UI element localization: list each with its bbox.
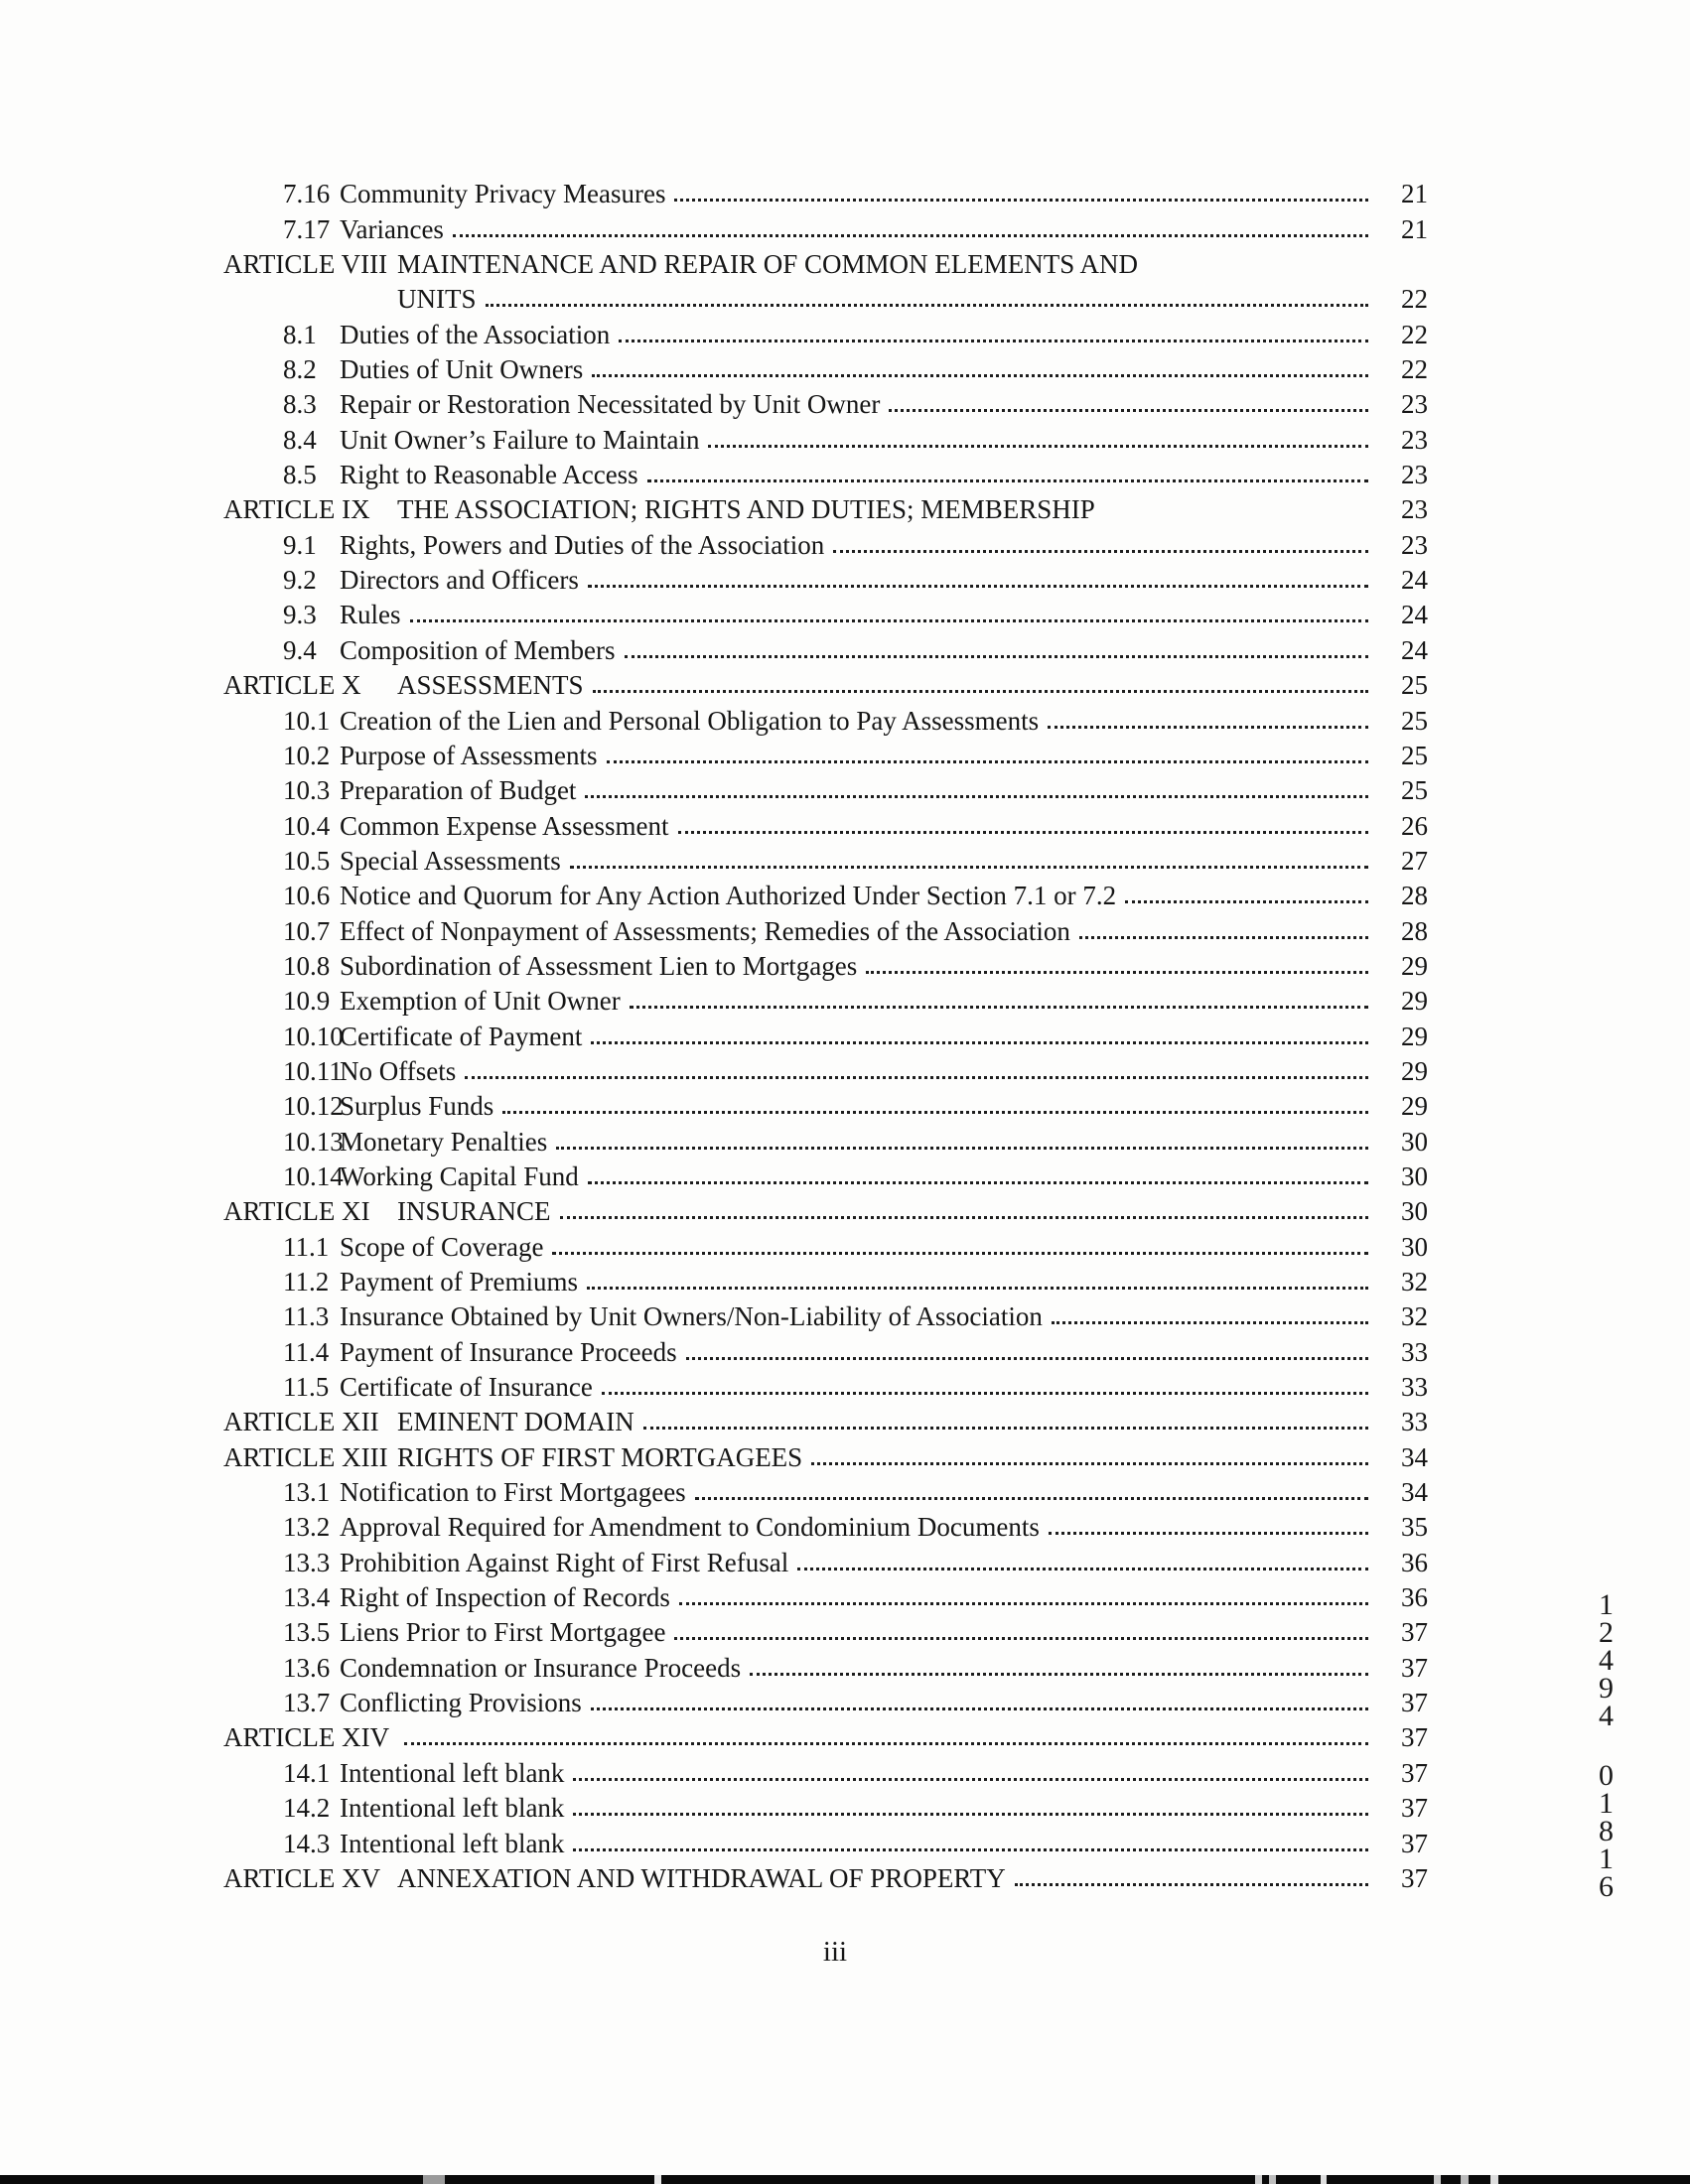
toc-entry-page: 32 xyxy=(1401,1267,1428,1297)
dot-leader xyxy=(811,1462,1368,1465)
toc-entry-page: 32 xyxy=(1401,1301,1428,1332)
dot-leader xyxy=(1052,1321,1368,1324)
dot-leader xyxy=(686,1357,1368,1360)
toc-entry-page: 25 xyxy=(1401,740,1428,770)
toc-entry-title: Notification to First Mortgagees xyxy=(340,1477,686,1508)
toc-entry-title: THE ASSOCIATION; RIGHTS AND DUTIES; MEMBERSHIP xyxy=(397,494,1095,525)
dot-leader xyxy=(647,479,1368,482)
toc-entry-number: 13.4 xyxy=(283,1582,331,1613)
toc-row xyxy=(223,771,1428,806)
dot-leader xyxy=(695,1497,1368,1500)
toc-row xyxy=(223,280,1428,315)
toc-entry-number: 9.2 xyxy=(283,565,317,596)
toc-row xyxy=(223,1473,1428,1508)
dot-leader xyxy=(588,1181,1368,1184)
toc-entry-title: Effect of Nonpayment of Assessments; Remedies of the Association xyxy=(340,915,1070,946)
toc-entry-title: Subordination of Assessment Lien to Mortgages xyxy=(340,950,858,981)
dot-leader xyxy=(678,831,1369,834)
toc-article-label: ARTICLE XI xyxy=(223,1196,370,1227)
toc-row xyxy=(223,1087,1428,1122)
toc-entry-page: 37 xyxy=(1401,1793,1428,1824)
toc-entry-number: 7.17 xyxy=(283,213,331,244)
toc-row xyxy=(223,596,1428,630)
toc-row xyxy=(223,525,1428,560)
toc-article-label: ARTICLE VIII xyxy=(223,249,388,280)
toc-entry-number: 13.1 xyxy=(283,1477,331,1508)
dot-leader xyxy=(570,866,1368,869)
toc-entry-title: Composition of Members xyxy=(340,634,616,665)
toc-entry-title: Scope of Coverage xyxy=(340,1231,544,1262)
toc-entry-page: 23 xyxy=(1401,389,1428,420)
toc-entry-number: 9.4 xyxy=(283,634,317,665)
toc-entry-page: 33 xyxy=(1401,1336,1428,1367)
toc-entry-title: Certificate of Payment xyxy=(340,1021,583,1051)
toc-entry-page: 30 xyxy=(1401,1196,1428,1227)
dot-leader xyxy=(573,1813,1368,1816)
toc-row xyxy=(223,1192,1428,1227)
toc-row xyxy=(223,1789,1428,1824)
toc-row xyxy=(223,1437,1428,1472)
toc-entry-number: 14.2 xyxy=(283,1793,331,1824)
dot-leader xyxy=(502,1111,1368,1114)
toc-entry-title: RIGHTS OF FIRST MORTGAGEES xyxy=(397,1441,803,1472)
toc-entry-title: Repair or Restoration Necessitated by Unit Owner xyxy=(340,389,881,420)
dot-leader xyxy=(592,374,1368,377)
toc-entry-number: 13.5 xyxy=(283,1617,331,1648)
toc-entry-number: 13.3 xyxy=(283,1547,331,1577)
dot-leader xyxy=(591,1707,1368,1710)
toc-entry-page: 29 xyxy=(1401,1091,1428,1122)
toc-entry-page: 25 xyxy=(1401,775,1428,806)
dot-leader xyxy=(573,1848,1368,1851)
toc-entry-number: 9.3 xyxy=(283,600,317,630)
toc-entry-page: 22 xyxy=(1401,284,1428,315)
toc-row xyxy=(223,806,1428,841)
toc-row xyxy=(223,1158,1428,1192)
toc-entry-title: UNITS xyxy=(397,284,477,315)
toc-entry-page: 34 xyxy=(1401,1477,1428,1508)
toc-entry-title: Variances xyxy=(340,213,444,244)
toc-entry-number: 11.4 xyxy=(283,1336,330,1367)
toc-row xyxy=(223,1227,1428,1262)
toc-entry-title: Right of Inspection of Records xyxy=(340,1582,670,1613)
toc-entry-title: Conflicting Provisions xyxy=(340,1688,582,1718)
toc-entry-number: 10.1 xyxy=(283,705,331,736)
toc-entry-title: Purpose of Assessments xyxy=(340,740,598,770)
dot-leader xyxy=(1049,1532,1368,1535)
toc-row xyxy=(223,1122,1428,1157)
dot-leader xyxy=(591,1041,1368,1044)
toc-row xyxy=(223,1017,1428,1051)
toc-entry-number: 11.3 xyxy=(283,1301,330,1332)
dot-leader xyxy=(573,1778,1368,1781)
toc-row xyxy=(223,1332,1428,1367)
toc-entry-number: 13.7 xyxy=(283,1688,331,1718)
toc-entry-number: 8.4 xyxy=(283,424,317,455)
toc-entry-title: INSURANCE xyxy=(397,1196,551,1227)
toc-entry-page: 36 xyxy=(1401,1547,1428,1577)
toc-entry-number: 11.1 xyxy=(283,1231,330,1262)
dot-leader xyxy=(889,409,1368,412)
toc-entry-number: 11.2 xyxy=(283,1267,330,1297)
dot-leader xyxy=(619,340,1368,342)
toc-entry-page: 21 xyxy=(1401,179,1428,209)
toc-entry-page: 24 xyxy=(1401,634,1428,665)
toc-row xyxy=(223,209,1428,244)
toc-row xyxy=(223,1578,1428,1613)
toc-row xyxy=(223,490,1428,525)
toc-entry-number: 8.1 xyxy=(283,319,317,349)
toc-entry-title: Surplus Funds xyxy=(340,1091,494,1122)
toc-entry-number: 10.9 xyxy=(283,986,331,1017)
toc-entry-number: 13.2 xyxy=(283,1512,331,1543)
toc-entry-page: 33 xyxy=(1401,1372,1428,1403)
toc-row xyxy=(223,737,1428,771)
toc-entry-number: 8.3 xyxy=(283,389,317,420)
toc-entry-page: 25 xyxy=(1401,670,1428,701)
toc-entry-number: 10.6 xyxy=(283,881,331,911)
toc-row xyxy=(223,911,1428,946)
dot-leader xyxy=(833,550,1368,553)
toc-entry-page: 37 xyxy=(1401,1617,1428,1648)
toc-entry-page: 28 xyxy=(1401,881,1428,911)
toc-entry-title: Preparation of Budget xyxy=(340,775,577,806)
toc-entry-number: 8.2 xyxy=(283,354,317,385)
toc-row xyxy=(223,982,1428,1017)
toc-entry-page: 35 xyxy=(1401,1512,1428,1543)
toc-entry-number: 10.7 xyxy=(283,915,331,946)
toc-row xyxy=(223,1824,1428,1858)
toc-entry-page: 24 xyxy=(1401,600,1428,630)
stamp-book-number: 12494 xyxy=(1590,1588,1622,1727)
toc-entry-title: ASSESSMENTS xyxy=(397,670,584,701)
toc-row xyxy=(223,1263,1428,1297)
dot-leader xyxy=(556,1147,1368,1150)
table-of-contents xyxy=(223,175,1428,1894)
dot-leader xyxy=(410,619,1368,622)
toc-row xyxy=(223,1508,1428,1543)
toc-entry-page: 30 xyxy=(1401,1126,1428,1157)
toc-entry-page: 23 xyxy=(1401,424,1428,455)
dot-leader xyxy=(797,1568,1368,1570)
toc-entry-title: Creation of the Lien and Personal Obligation to Pay Assessments xyxy=(340,705,1040,736)
toc-article-label: ARTICLE IX xyxy=(223,494,370,525)
toc-entry-title: Condemnation or Insurance Proceeds xyxy=(340,1652,742,1683)
toc-entry-title: Payment of Insurance Proceeds xyxy=(340,1336,677,1367)
toc-entry-number: 10.3 xyxy=(283,775,331,806)
toc-entry-title: No Offsets xyxy=(340,1055,457,1086)
toc-entry-title: Common Expense Assessment xyxy=(340,810,669,841)
toc-entry-page: 30 xyxy=(1401,1231,1428,1262)
dot-leader xyxy=(643,1427,1368,1430)
toc-entry-page: 34 xyxy=(1401,1441,1428,1472)
dot-leader xyxy=(674,1637,1368,1640)
toc-entry-title: Certificate of Insurance xyxy=(340,1372,593,1403)
toc-entry-page: 24 xyxy=(1401,565,1428,596)
toc-entry-number: 10.11 xyxy=(283,1055,343,1086)
toc-row xyxy=(223,315,1428,349)
toc-entry-title: Approval Required for Amendment to Condominium Documents xyxy=(340,1512,1040,1543)
toc-entry-title: Notice and Quorum for Any Action Authorized Under Section 7.1 or 7.2 xyxy=(340,881,1117,911)
toc-entry-number: 10.10 xyxy=(283,1021,344,1051)
dot-leader xyxy=(750,1673,1368,1676)
toc-row xyxy=(223,1052,1428,1087)
toc-entry-page: 29 xyxy=(1401,1055,1428,1086)
dot-leader xyxy=(453,234,1368,237)
toc-entry-title: Community Privacy Measures xyxy=(340,179,666,209)
toc-entry-title: Liens Prior to First Mortgagee xyxy=(340,1617,666,1648)
toc-entry-number: 7.16 xyxy=(283,179,331,209)
toc-entry-page: 27 xyxy=(1401,845,1428,876)
dot-leader xyxy=(602,1392,1368,1395)
dot-leader xyxy=(607,760,1368,763)
toc-entry-page: 26 xyxy=(1401,810,1428,841)
toc-entry-title: Monetary Penalties xyxy=(340,1126,548,1157)
stamp-page-number: 01816 xyxy=(1590,1759,1622,1898)
toc-entry-page: 30 xyxy=(1401,1160,1428,1191)
toc-entry-title: Intentional left blank xyxy=(340,1793,565,1824)
toc-entry-title: Rules xyxy=(340,600,401,630)
page-footer-number: iii xyxy=(822,1936,848,1968)
toc-entry-page: 22 xyxy=(1401,319,1428,349)
recorder-stamp xyxy=(1589,1588,1622,1898)
toc-row xyxy=(223,947,1428,982)
toc-article-label: ARTICLE XII xyxy=(223,1407,379,1437)
toc-row xyxy=(223,175,1428,209)
toc-entry-number: 10.14 xyxy=(283,1160,344,1191)
toc-entry-title: Working Capital Fund xyxy=(340,1160,579,1191)
toc-row xyxy=(223,1403,1428,1437)
toc-article-label: ARTICLE XIV xyxy=(223,1722,390,1753)
dot-leader xyxy=(587,1287,1368,1290)
toc-entry-number: 9.1 xyxy=(283,529,317,560)
toc-row xyxy=(223,1613,1428,1648)
toc-article-label: ARTICLE XIII xyxy=(223,1441,388,1472)
toc-article-label: ARTICLE XV xyxy=(223,1862,381,1893)
toc-article-label: ARTICLE X xyxy=(223,670,361,701)
toc-entry-page: 37 xyxy=(1401,1652,1428,1683)
dot-leader xyxy=(1125,900,1368,903)
toc-entry-number: 11.5 xyxy=(283,1372,330,1403)
toc-entry-page: 23 xyxy=(1401,460,1428,490)
toc-entry-title: Directors and Officers xyxy=(340,565,579,596)
toc-entry-page: 33 xyxy=(1401,1407,1428,1437)
toc-row xyxy=(223,420,1428,455)
dot-leader xyxy=(404,1742,1368,1745)
toc-entry-title: Payment of Premiums xyxy=(340,1267,578,1297)
toc-entry-number: 13.6 xyxy=(283,1652,331,1683)
toc-row xyxy=(223,561,1428,596)
toc-entry-title: MAINTENANCE AND REPAIR OF COMMON ELEMENTS AND xyxy=(397,249,1139,280)
toc-entry-page: 37 xyxy=(1401,1722,1428,1753)
toc-entry-number: 10.8 xyxy=(283,950,331,981)
dot-leader xyxy=(486,304,1369,307)
toc-row xyxy=(223,1543,1428,1577)
toc-row xyxy=(223,245,1428,280)
toc-row xyxy=(223,385,1428,420)
toc-entry-title: Right to Reasonable Access xyxy=(340,460,638,490)
dot-leader xyxy=(708,445,1368,448)
toc-row xyxy=(223,1648,1428,1683)
toc-entry-title: Duties of Unit Owners xyxy=(340,354,584,385)
toc-row xyxy=(223,1753,1428,1788)
toc-entry-page: 21 xyxy=(1401,213,1428,244)
dot-leader xyxy=(674,199,1368,202)
toc-row xyxy=(223,877,1428,911)
toc-entry-title: Special Assessments xyxy=(340,845,561,876)
toc-row xyxy=(223,701,1428,736)
toc-row xyxy=(223,1684,1428,1718)
dot-leader xyxy=(552,1252,1368,1255)
toc-entry-number: 10.4 xyxy=(283,810,331,841)
toc-entry-title: Exemption of Unit Owner xyxy=(340,986,621,1017)
toc-row xyxy=(223,456,1428,490)
dot-leader xyxy=(585,795,1368,798)
toc-entry-page: 28 xyxy=(1401,915,1428,946)
scan-edge-artifact xyxy=(0,2175,1690,2184)
toc-entry-page: 23 xyxy=(1401,494,1428,525)
toc-entry-page: 37 xyxy=(1401,1828,1428,1858)
toc-entry-title: Insurance Obtained by Unit Owners/Non-Liability of Association xyxy=(340,1301,1043,1332)
dot-leader xyxy=(630,1006,1368,1009)
toc-entry-page: 25 xyxy=(1401,705,1428,736)
toc-row xyxy=(223,630,1428,665)
toc-row xyxy=(223,1718,1428,1753)
dot-leader xyxy=(679,1602,1368,1605)
dot-leader xyxy=(866,971,1368,974)
toc-row xyxy=(223,1368,1428,1403)
toc-entry-number: 10.5 xyxy=(283,845,331,876)
dot-leader xyxy=(465,1076,1368,1079)
dot-leader xyxy=(560,1216,1368,1219)
toc-entry-number: 10.2 xyxy=(283,740,331,770)
toc-entry-number: 14.1 xyxy=(283,1757,331,1788)
toc-entry-page: 29 xyxy=(1401,986,1428,1017)
toc-row xyxy=(223,1859,1428,1894)
toc-entry-page: 36 xyxy=(1401,1582,1428,1613)
toc-entry-title: Rights, Powers and Duties of the Association xyxy=(340,529,825,560)
toc-row xyxy=(223,666,1428,701)
toc-entry-title: ANNEXATION AND WITHDRAWAL OF PROPERTY xyxy=(397,1862,1006,1893)
toc-entry-title: EMINENT DOMAIN xyxy=(397,1407,634,1437)
dot-leader xyxy=(1015,1883,1368,1886)
toc-row xyxy=(223,1297,1428,1332)
toc-entry-title: Prohibition Against Right of First Refusal xyxy=(340,1547,789,1577)
toc-entry-page: 29 xyxy=(1401,1021,1428,1051)
dot-leader xyxy=(593,690,1368,693)
toc-entry-number: 10.12 xyxy=(283,1091,344,1122)
toc-entry-page: 37 xyxy=(1401,1757,1428,1788)
toc-row xyxy=(223,842,1428,877)
toc-entry-title: Unit Owner’s Failure to Maintain xyxy=(340,424,700,455)
toc-entry-title: Intentional left blank xyxy=(340,1757,565,1788)
dot-leader xyxy=(625,655,1369,658)
toc-entry-page: 37 xyxy=(1401,1688,1428,1718)
toc-entry-page: 29 xyxy=(1401,950,1428,981)
dot-leader xyxy=(1079,936,1368,939)
toc-row xyxy=(223,350,1428,385)
dot-leader xyxy=(1048,726,1368,729)
toc-entry-number: 14.3 xyxy=(283,1828,331,1858)
toc-entry-page: 37 xyxy=(1401,1862,1428,1893)
toc-entry-number: 8.5 xyxy=(283,460,317,490)
dot-leader xyxy=(588,585,1368,588)
toc-entry-page: 23 xyxy=(1401,529,1428,560)
toc-entry-title: Duties of the Association xyxy=(340,319,611,349)
toc-entry-number: 10.13 xyxy=(283,1126,344,1157)
toc-entry-page: 22 xyxy=(1401,354,1428,385)
toc-entry-title: Intentional left blank xyxy=(340,1828,565,1858)
